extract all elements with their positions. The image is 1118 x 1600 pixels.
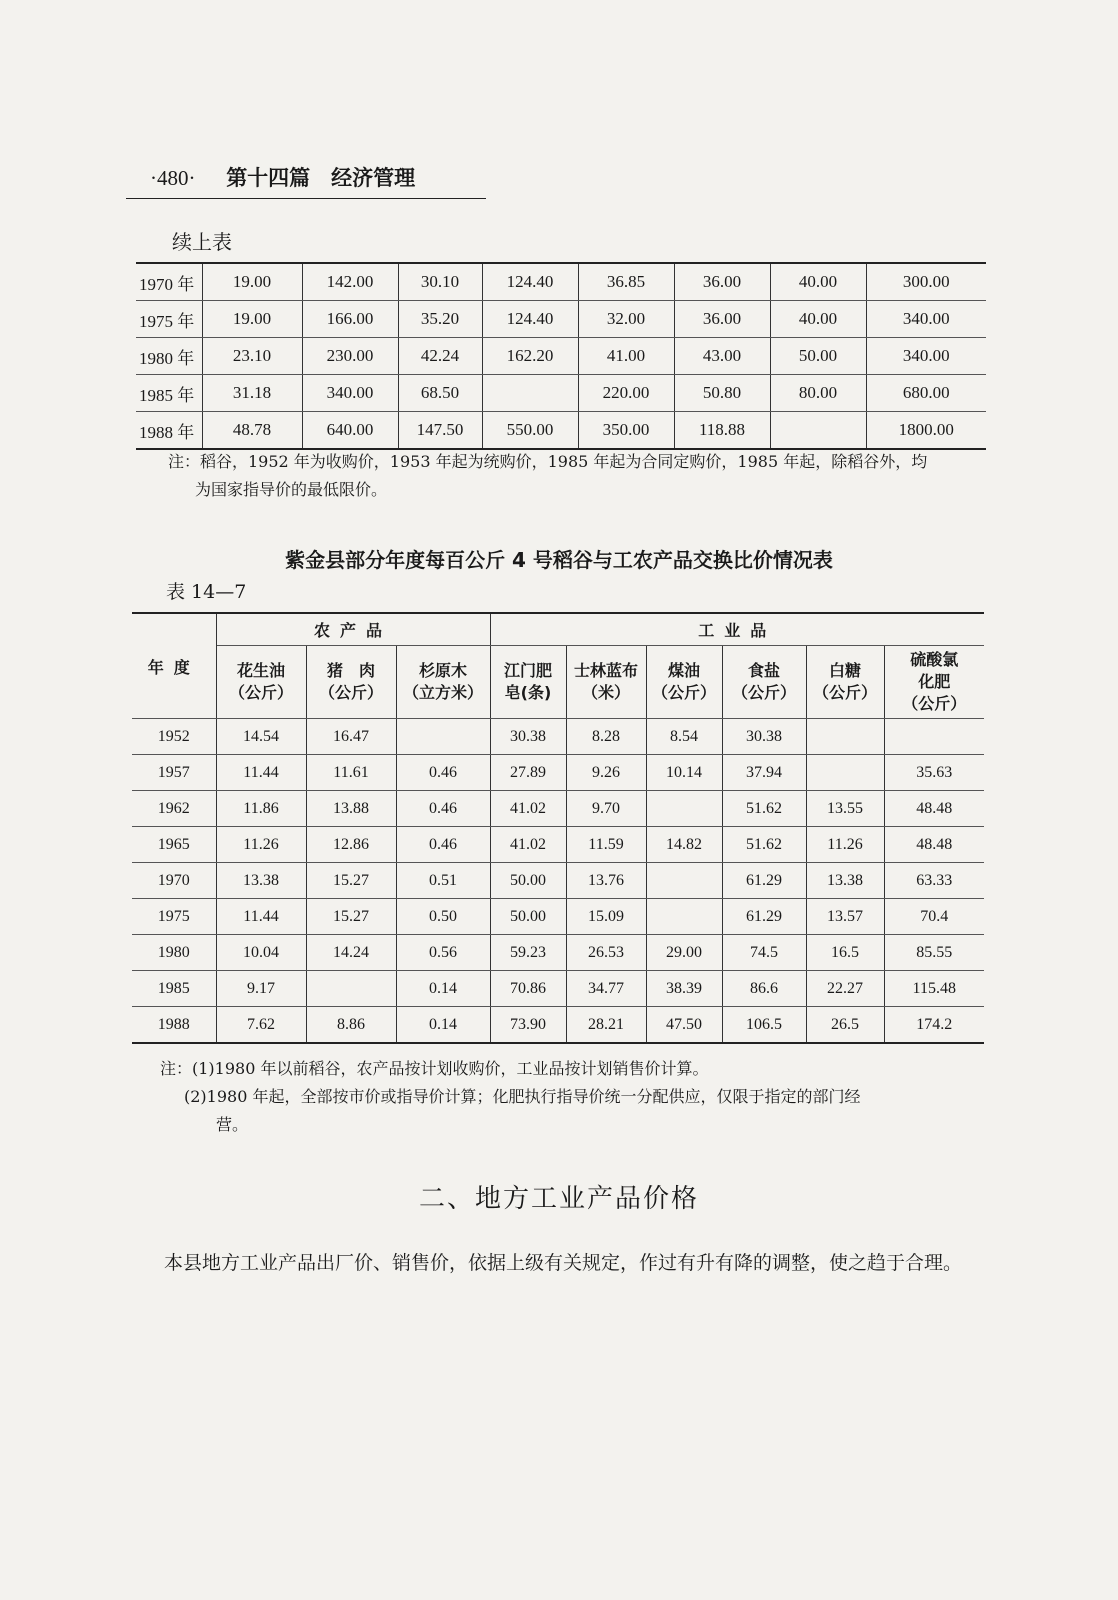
column-header-line: （公斤） — [902, 694, 967, 713]
table-cell: 50.00 — [490, 863, 566, 899]
table-cell: 43.00 — [674, 338, 770, 375]
column-header-line: （公斤） — [228, 683, 293, 702]
table-cell: 70.4 — [884, 899, 984, 935]
table-cell: 35.20 — [398, 301, 482, 338]
exchange-ratio-table — [132, 612, 984, 1044]
table-cell: 86.6 — [722, 971, 806, 1007]
table-cell: 48.48 — [884, 827, 984, 863]
table-cell: 106.5 — [722, 1007, 806, 1044]
table-cell: 48.78 — [202, 412, 302, 450]
table-cell: 37.94 — [722, 755, 806, 791]
table-cell: 19.00 — [202, 263, 302, 301]
column-header-line: 杉原木 — [418, 661, 467, 680]
column-header — [566, 646, 646, 719]
row-year: 1980 年 — [136, 338, 202, 375]
exchange-table-note — [160, 1055, 990, 1139]
table-cell — [646, 863, 722, 899]
table-cell: 340.00 — [302, 375, 398, 412]
column-header-line: 白糖 — [828, 661, 861, 680]
table-cell: 9.70 — [566, 791, 646, 827]
table-cell — [806, 719, 884, 755]
table-cell: 26.5 — [806, 1007, 884, 1044]
table-cell: 36.85 — [578, 263, 674, 301]
table-cell: 30.38 — [722, 719, 806, 755]
column-header-line: 食盐 — [747, 661, 780, 680]
column-header — [396, 646, 490, 719]
table-cell: 11.44 — [216, 899, 306, 935]
table-cell: 142.00 — [302, 263, 398, 301]
row-year: 1970 — [132, 863, 216, 899]
table-cell — [770, 412, 866, 450]
body-paragraph: 本县地方工业产品出厂价、销售价，依据上级有关规定，作过有升有降的调整，使之趋于合理。 — [164, 1252, 963, 1274]
column-header-line: 化肥 — [918, 672, 951, 691]
table-cell: 15.27 — [306, 863, 396, 899]
table-cell: 13.38 — [806, 863, 884, 899]
table-cell: 0.50 — [396, 899, 490, 935]
table-cell: 80.00 — [770, 375, 866, 412]
header-rule — [126, 198, 486, 199]
table-row — [136, 375, 986, 412]
table-row — [132, 755, 984, 791]
row-year: 1965 — [132, 827, 216, 863]
table-cell: 115.48 — [884, 971, 984, 1007]
column-header-line: 皂(条) — [504, 683, 552, 702]
table-cell: 8.28 — [566, 719, 646, 755]
table-cell: 12.86 — [306, 827, 396, 863]
continued-table-label: 续上表 — [172, 230, 232, 254]
table-title: 紫金县部分年度每百公斤 4 号稻谷与工农产品交换比价情况表 — [285, 548, 833, 572]
table-cell: 41.02 — [490, 827, 566, 863]
table-cell: 0.56 — [396, 935, 490, 971]
table-cell: 23.10 — [202, 338, 302, 375]
table-cell: 300.00 — [866, 263, 986, 301]
table-cell: 35.63 — [884, 755, 984, 791]
table-cell: 118.88 — [674, 412, 770, 450]
table-cell: 74.5 — [722, 935, 806, 971]
note-2a: (2)1980 年起，全部按市价或指导价计算；化肥执行指导价统一分配供应，仅限于指定的部门经 — [184, 1087, 861, 1106]
table-cell: 13.88 — [306, 791, 396, 827]
table-cell: 15.09 — [566, 899, 646, 935]
table-row — [136, 338, 986, 375]
table-cell: 11.26 — [806, 827, 884, 863]
row-year: 1988 — [132, 1007, 216, 1044]
table-cell: 38.39 — [646, 971, 722, 1007]
table-cell: 59.23 — [490, 935, 566, 971]
row-year: 1970 年 — [136, 263, 202, 301]
table-cell: 50.80 — [674, 375, 770, 412]
table-cell: 68.50 — [398, 375, 482, 412]
row-year: 1985 — [132, 971, 216, 1007]
table-cell: 73.90 — [490, 1007, 566, 1044]
table-cell: 47.50 — [646, 1007, 722, 1044]
chapter-title: 第十四篇 经济管理 — [226, 166, 416, 190]
table-cell: 11.86 — [216, 791, 306, 827]
row-year: 1980 — [132, 935, 216, 971]
table-cell: 22.27 — [806, 971, 884, 1007]
table-cell: 40.00 — [770, 263, 866, 301]
table-cell — [482, 375, 578, 412]
group-header-ind: 工业品 — [490, 613, 984, 646]
table-cell: 10.04 — [216, 935, 306, 971]
table-cell: 29.00 — [646, 935, 722, 971]
year-header: 年度 — [132, 613, 216, 719]
column-header — [646, 646, 722, 719]
table-cell: 550.00 — [482, 412, 578, 450]
table-cell: 14.24 — [306, 935, 396, 971]
table-cell: 36.00 — [674, 301, 770, 338]
table-cell — [884, 719, 984, 755]
table-cell: 70.86 — [490, 971, 566, 1007]
table-cell: 8.86 — [306, 1007, 396, 1044]
table-row — [132, 719, 984, 755]
table-cell: 174.2 — [884, 1007, 984, 1044]
table-cell: 41.02 — [490, 791, 566, 827]
table-cell: 0.14 — [396, 1007, 490, 1044]
table-cell: 124.40 — [482, 263, 578, 301]
column-header — [722, 646, 806, 719]
note-line-2: 为国家指导价的最低限价。 — [195, 480, 388, 499]
column-header-line: 士林蓝布 — [573, 661, 638, 680]
column-header — [306, 646, 396, 719]
table-cell: 10.14 — [646, 755, 722, 791]
row-year: 1975 年 — [136, 301, 202, 338]
table-cell: 26.53 — [566, 935, 646, 971]
table-cell: 0.46 — [396, 791, 490, 827]
table-cell: 19.00 — [202, 301, 302, 338]
continued-price-table — [136, 262, 986, 450]
table-cell: 30.38 — [490, 719, 566, 755]
table-cell: 11.61 — [306, 755, 396, 791]
row-year: 1962 — [132, 791, 216, 827]
table-cell: 50.00 — [770, 338, 866, 375]
table-cell — [646, 791, 722, 827]
table-cell: 230.00 — [302, 338, 398, 375]
table-cell: 28.21 — [566, 1007, 646, 1044]
table-cell: 42.24 — [398, 338, 482, 375]
table-cell: 680.00 — [866, 375, 986, 412]
table-cell: 48.48 — [884, 791, 984, 827]
column-header-line: （公斤） — [318, 683, 383, 702]
column-header-line: （公斤） — [651, 683, 716, 702]
column-header — [806, 646, 884, 719]
column-header — [884, 646, 984, 719]
table-row — [136, 263, 986, 301]
table-cell: 8.54 — [646, 719, 722, 755]
column-header-line: 煤油 — [667, 661, 700, 680]
row-year: 1952 — [132, 719, 216, 755]
table-cell: 340.00 — [866, 338, 986, 375]
running-head — [150, 162, 415, 192]
column-header — [216, 646, 306, 719]
table-cell: 124.40 — [482, 301, 578, 338]
table-cell: 63.33 — [884, 863, 984, 899]
row-year: 1957 — [132, 755, 216, 791]
column-header — [490, 646, 566, 719]
column-header-line: （公斤） — [812, 683, 877, 702]
table-row — [136, 412, 986, 450]
table-cell: 340.00 — [866, 301, 986, 338]
table-cell: 27.89 — [490, 755, 566, 791]
table-cell — [306, 971, 396, 1007]
table-cell: 41.00 — [578, 338, 674, 375]
table-cell: 14.82 — [646, 827, 722, 863]
table-cell: 16.47 — [306, 719, 396, 755]
table-cell: 31.18 — [202, 375, 302, 412]
note-line-1: 注：稻谷，1952 年为收购价，1953 年起为统购价，1985 年起为合同定购价，1985 年起，除稻谷外，均 — [168, 452, 928, 471]
column-header-line: 猪 肉 — [326, 661, 375, 680]
table-cell: 9.26 — [566, 755, 646, 791]
note-1: 注：(1)1980 年以前稻谷，农产品按计划收购价，工业品按计划销售价计算。 — [160, 1059, 709, 1078]
continued-table-note — [168, 448, 998, 504]
table-cell: 61.29 — [722, 863, 806, 899]
column-header-line: （米） — [581, 683, 630, 702]
table-cell: 162.20 — [482, 338, 578, 375]
table-number: 表 14—7 — [166, 581, 247, 603]
table-cell: 7.62 — [216, 1007, 306, 1044]
table-cell: 40.00 — [770, 301, 866, 338]
table-cell: 14.54 — [216, 719, 306, 755]
row-year: 1988 年 — [136, 412, 202, 450]
table-cell: 13.38 — [216, 863, 306, 899]
table-row — [132, 899, 984, 935]
table-cell: 13.76 — [566, 863, 646, 899]
column-header-line: （公斤） — [731, 683, 796, 702]
table-cell: 0.46 — [396, 755, 490, 791]
section-heading: 二、地方工业产品价格 — [418, 1184, 699, 1214]
table-cell: 50.00 — [490, 899, 566, 935]
table-row — [132, 863, 984, 899]
page-number: ·480· — [150, 166, 196, 190]
table-cell — [396, 719, 490, 755]
table-cell: 0.14 — [396, 971, 490, 1007]
table-cell: 9.17 — [216, 971, 306, 1007]
row-year: 1975 — [132, 899, 216, 935]
table-row — [132, 935, 984, 971]
table-cell: 147.50 — [398, 412, 482, 450]
table-row — [132, 971, 984, 1007]
table-cell: 640.00 — [302, 412, 398, 450]
table-cell: 166.00 — [302, 301, 398, 338]
table-row — [136, 301, 986, 338]
table-cell: 11.59 — [566, 827, 646, 863]
table-cell: 350.00 — [578, 412, 674, 450]
note-2b: 营。 — [216, 1115, 249, 1134]
table-cell — [646, 899, 722, 935]
table-cell: 85.55 — [884, 935, 984, 971]
row-year: 1985 年 — [136, 375, 202, 412]
table-cell: 11.44 — [216, 755, 306, 791]
table-row — [132, 827, 984, 863]
table-cell: 36.00 — [674, 263, 770, 301]
table-cell: 1800.00 — [866, 412, 986, 450]
table-cell: 51.62 — [722, 827, 806, 863]
table-row — [132, 1007, 984, 1044]
table-cell: 32.00 — [578, 301, 674, 338]
table-cell: 0.51 — [396, 863, 490, 899]
table-cell: 13.55 — [806, 791, 884, 827]
table-cell: 13.57 — [806, 899, 884, 935]
table-cell: 34.77 — [566, 971, 646, 1007]
column-header-line: 花生油 — [236, 661, 285, 680]
group-header-agri: 农产品 — [216, 613, 490, 646]
column-header-line: 江门肥 — [503, 661, 552, 680]
column-header-line: （立方米） — [402, 683, 483, 702]
table-cell: 11.26 — [216, 827, 306, 863]
table-cell: 15.27 — [306, 899, 396, 935]
table-row — [132, 791, 984, 827]
table-cell: 51.62 — [722, 791, 806, 827]
column-header-line: 硫酸氯 — [910, 650, 959, 669]
table-cell: 16.5 — [806, 935, 884, 971]
table-cell: 61.29 — [722, 899, 806, 935]
table-cell — [806, 755, 884, 791]
table-cell: 30.10 — [398, 263, 482, 301]
table-cell: 0.46 — [396, 827, 490, 863]
table-cell: 220.00 — [578, 375, 674, 412]
